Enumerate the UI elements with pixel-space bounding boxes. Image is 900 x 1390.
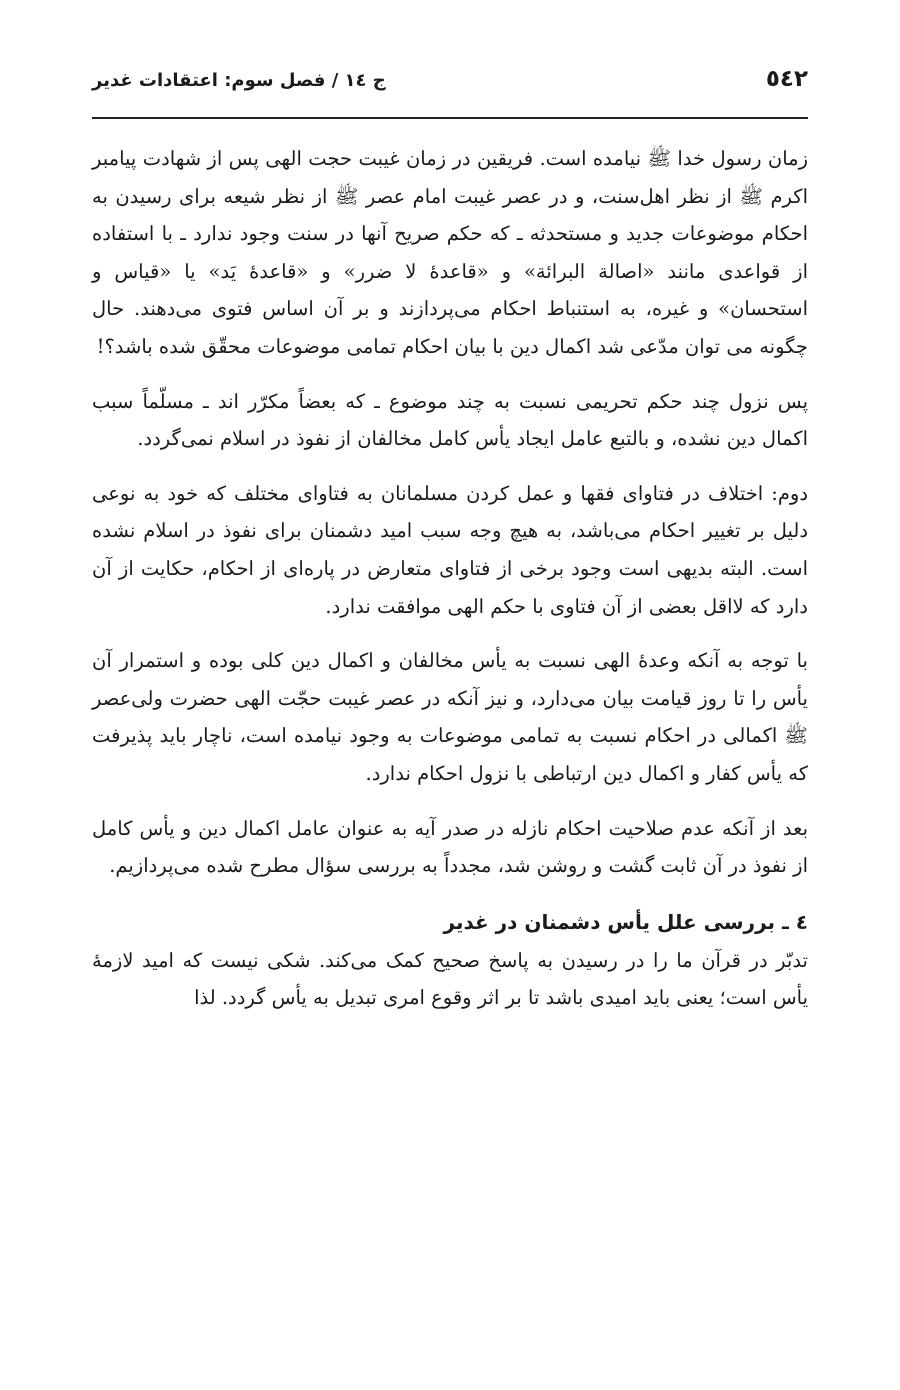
running-head: ج ١٤ / فصل سوم: اعتقادات غدیر xyxy=(92,70,386,91)
page-body xyxy=(92,140,808,1034)
page-header xyxy=(92,66,808,100)
section-heading: ٤ ـ بررسی علل یأس دشمنان در غدیر xyxy=(443,909,808,934)
paragraph-5: بعد از آنکه عدم صلاحیت احکام نازله در صدر آیه به عنوان عامل اکمال دین و یأس کامل از نفوذ در آن ثابت گشت و روشن شد، مجدداً به بررسی سؤال مطرح شده می‌پردازیم. xyxy=(92,816,808,878)
paragraph-1: زمان رسول خدا ﷺ نیامده است. فریقین در زمان غیبت حجت الهی پس از شهادت پیامبر اکرم ﷺ از نظر اهل‌سنت، و در عصر غیبت امام عصر ﷺ از نظر شیعه برای رسیدن به احکام موضوعات جدید و مستحدثه ـ که حکم صریح آنها در سنت وجود ندارد ـ با استفاده از قواعدی مانند «اصالة البرائة» و «قاعدهٔ لا ضرر» و «قاعدهٔ یَد» یا «قیاس و استحسان» و غیره، به استنباط احکام می‌پردازند و بر آن اساس فتوی می‌دهند. حال چگونه می توان مدّعی شد اکمال دین با بیان احکام تمامی موضوعات محقّق شده باشد؟! xyxy=(92,147,808,358)
page-number: ٥٤٢ xyxy=(765,66,808,92)
header-rule xyxy=(92,117,808,119)
paragraph-4: با توجه به آنکه وعدهٔ الهی نسبت به یأس مخالفان و اکمال دین کلی بوده و استمرار آن یأس را تا روز قیامت بیان می‌دارد، و نیز آنکه در عصر غیبت حجّت الهی حضرت ولی‌عصر ﷺ اکمالی در احکام نسبت به تمامی موضوعات به وجود نیامده است، ناچار باید پذیرفت که یأس کفار و اکمال دین ارتباطی با نزول احکام ندارد. xyxy=(92,649,808,785)
paragraph-2: پس نزول چند حکم تحریمی نسبت به چند موضوع ـ که بعضاً مکرّر اند ـ مسلّماً سبب اکمال دین نشده، و بالتبع عامل ایجاد یأس کامل مخالفان از نفوذ در اسلام نمی‌گردد. xyxy=(92,389,808,451)
final-paragraph: تدبّر در قرآن ما را در رسیدن به پاسخ صحیح کمک می‌کند. شکی نیست که امید لازمهٔ یأس است؛ یعنی باید امیدی باشد تا بر اثر وقوع امری تبدیل به یأس گردد. لذا xyxy=(92,948,808,1010)
paragraph-3: دوم: اختلاف در فتاوای فقها و عمل کردن مسلمانان به فتاوای مختلف که خود به نوعی دلیل بر تغییر احکام می‌باشد، به هیچ وجه سبب امید دشمنان برای نفوذ در اسلام نشده است. البته بدیهی است وجود برخی از فتاوای متعارض در پاره‌ای از احکام، حکایت از آن دارد که لااقل بعضی از آن فتاوی با حکم الهی موافقت ندارد. xyxy=(92,481,808,618)
